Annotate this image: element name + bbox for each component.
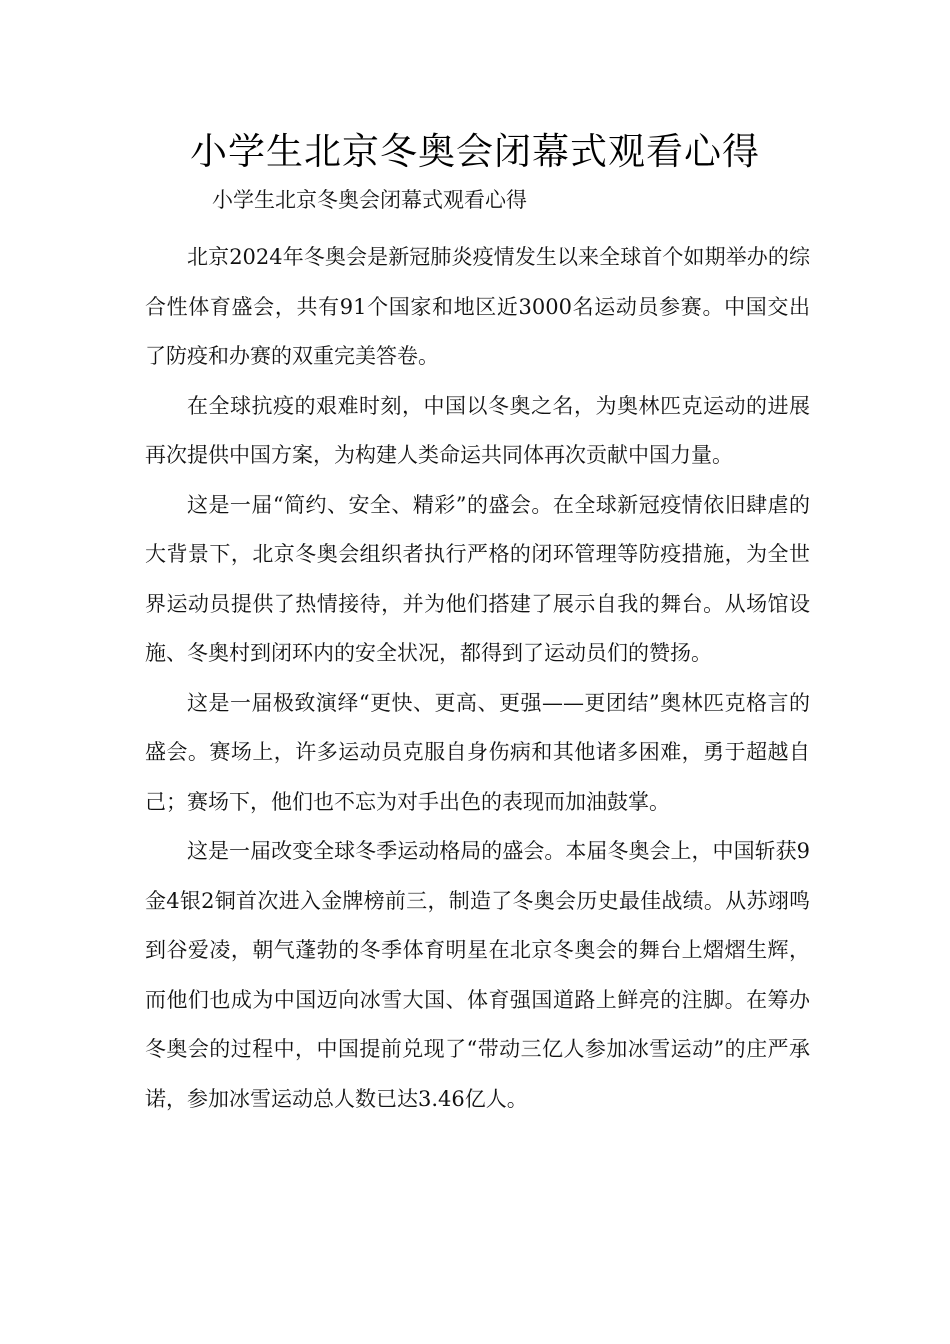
document-title: 小学生北京冬奥会闭幕式观看心得 — [190, 130, 760, 173]
document-subtitle: 小学生北京冬奥会闭幕式观看心得 — [212, 188, 527, 212]
paragraph-1: 北京2024年冬奥会是新冠肺炎疫情发生以来全球首个如期举办的综合性体育盛会，共有91个国家和地区近3000名运动员参赛。中国交出了防疫和办赛的双重完美答卷。 — [145, 245, 810, 368]
paragraph-2: 在全球抗疫的艰难时刻，中国以冬奥之名，为奥林匹克运动的进展再次提供中国方案，为构建人类命运共同体再次贡献中国力量。 — [145, 393, 810, 467]
paragraph-4: 这是一届极致演绎“更快、更高、更强——更团结”奥林匹克格言的盛会。赛场上，许多运动员克服自身伤病和其他诸多困难，勇于超越自己；赛场下，他们也不忘为对手出色的表现而加油鼓掌。 — [145, 690, 810, 814]
document-body — [145, 233, 810, 1124]
paragraph-5: 这是一届改变全球冬季运动格局的盛会。本届冬奥会上，中国斩获9金4银2铜首次进入金牌榜前三，制造了冬奥会历史最佳战绩。从苏翊鸣到谷爱凌，朝气蓬勃的冬季体育明星在北京冬奥会的舞台上熠熠生辉，而他们也成为中国迈向冰雪大国、体育强国道路上鲜亮的注脚。在筹办冬奥会的过程中，中国提前兑现了“带动三亿人参加冰雪运动”的庄严承诺，参加冰雪运动总人数已达3.46亿人。 — [145, 839, 810, 1111]
paragraph-3: 这是一届“简约、安全、精彩”的盛会。在全球新冠疫情依旧肆虐的大背景下，北京冬奥会组织者执行严格的闭环管理等防疫措施，为全世界运动员提供了热情接待，并为他们搭建了展示自我的舞台。从场馆设施、冬奥村到闭环内的安全状况，都得到了运动员们的赞扬。 — [145, 492, 810, 665]
